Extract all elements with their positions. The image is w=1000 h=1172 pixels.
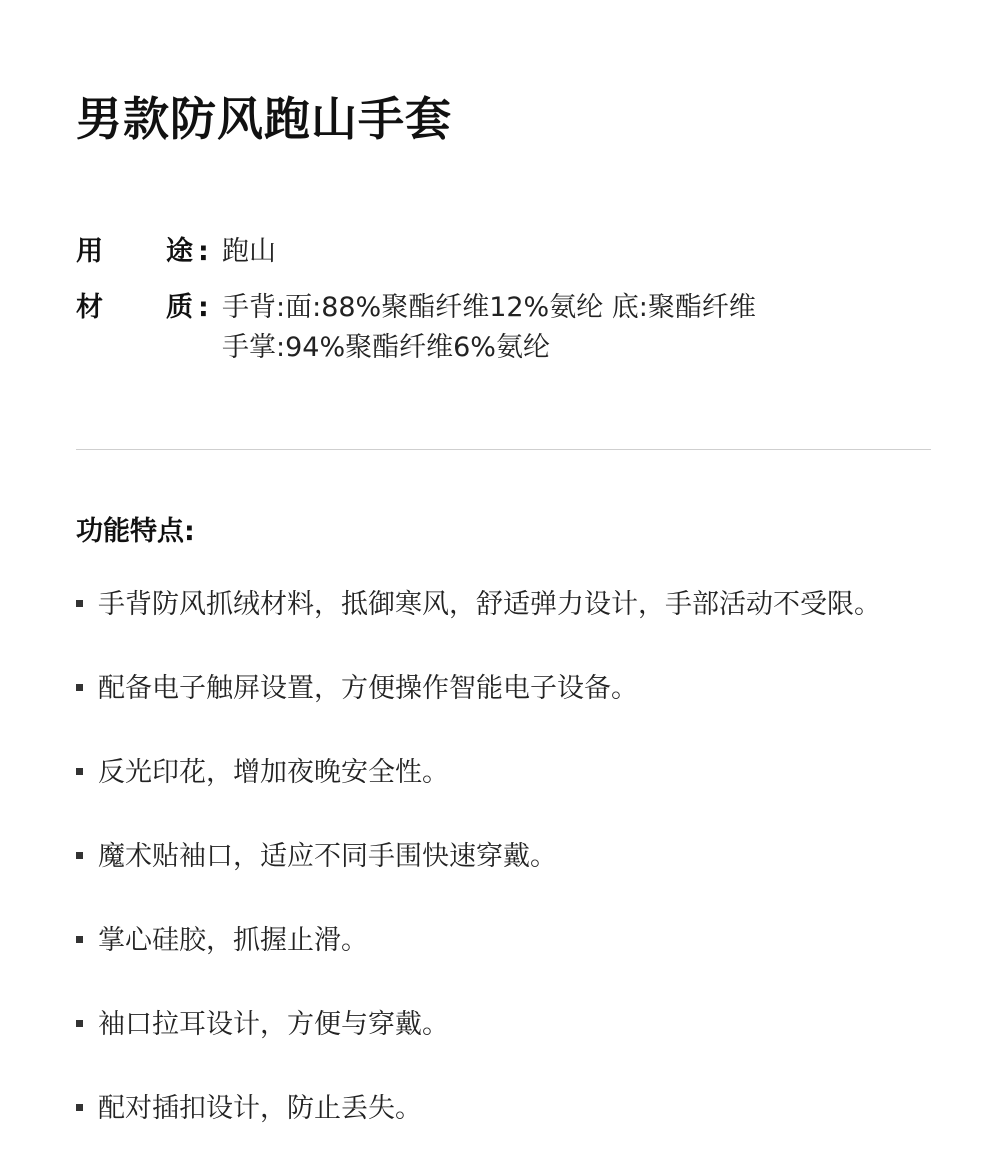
feature-text: 手背防风抓绒材料，抵御寒风，舒适弹力设计，手部活动不受限。: [98, 589, 881, 620]
feature-text: 魔术贴袖口，适应不同手围快速穿戴。: [98, 841, 557, 872]
square-bullet-icon: [76, 768, 83, 775]
spec-row-usage: [76, 232, 756, 272]
spec-value-line: 手掌:94%聚酯纤维6%氨纶: [222, 332, 550, 363]
feature-text: 反光印花，增加夜晚安全性。: [98, 757, 449, 788]
spec-label-usage: [76, 232, 222, 272]
spec-value-material: [222, 288, 756, 368]
feature-text: 掌心硅胶，抓握止滑。: [98, 925, 368, 956]
spec-value-line: 手背:面:88%聚酯纤维12%氨纶 底:聚酯纤维: [222, 292, 756, 323]
feature-text: 配备电子触屏设置，方便操作智能电子设备。: [98, 673, 638, 704]
features-title: 功能特点:: [76, 516, 195, 547]
spec-label-char: 材: [76, 292, 103, 323]
square-bullet-icon: [76, 852, 83, 859]
spec-label-char: 质: [166, 292, 193, 323]
spec-label-material: [76, 288, 222, 328]
spec-table: [76, 232, 756, 384]
feature-text: 袖口拉耳设计，方便与穿戴。: [98, 1009, 449, 1040]
page-title: 男款防风跑山手套: [76, 92, 452, 146]
spec-label-colon: :: [198, 292, 209, 323]
square-bullet-icon: [76, 936, 83, 943]
square-bullet-icon: [76, 1104, 83, 1111]
square-bullet-icon: [76, 600, 83, 607]
spec-row-material: [76, 288, 756, 368]
spec-label-char: 用: [76, 236, 103, 267]
spec-value-usage: [222, 232, 276, 272]
spec-label-char: 途: [166, 236, 193, 267]
square-bullet-icon: [76, 1020, 83, 1027]
spec-label-colon: :: [198, 236, 209, 267]
section-divider: [76, 449, 931, 450]
spec-value-line: 跑山: [222, 236, 276, 267]
square-bullet-icon: [76, 684, 83, 691]
feature-text: 配对插扣设计，防止丢失。: [98, 1093, 422, 1124]
